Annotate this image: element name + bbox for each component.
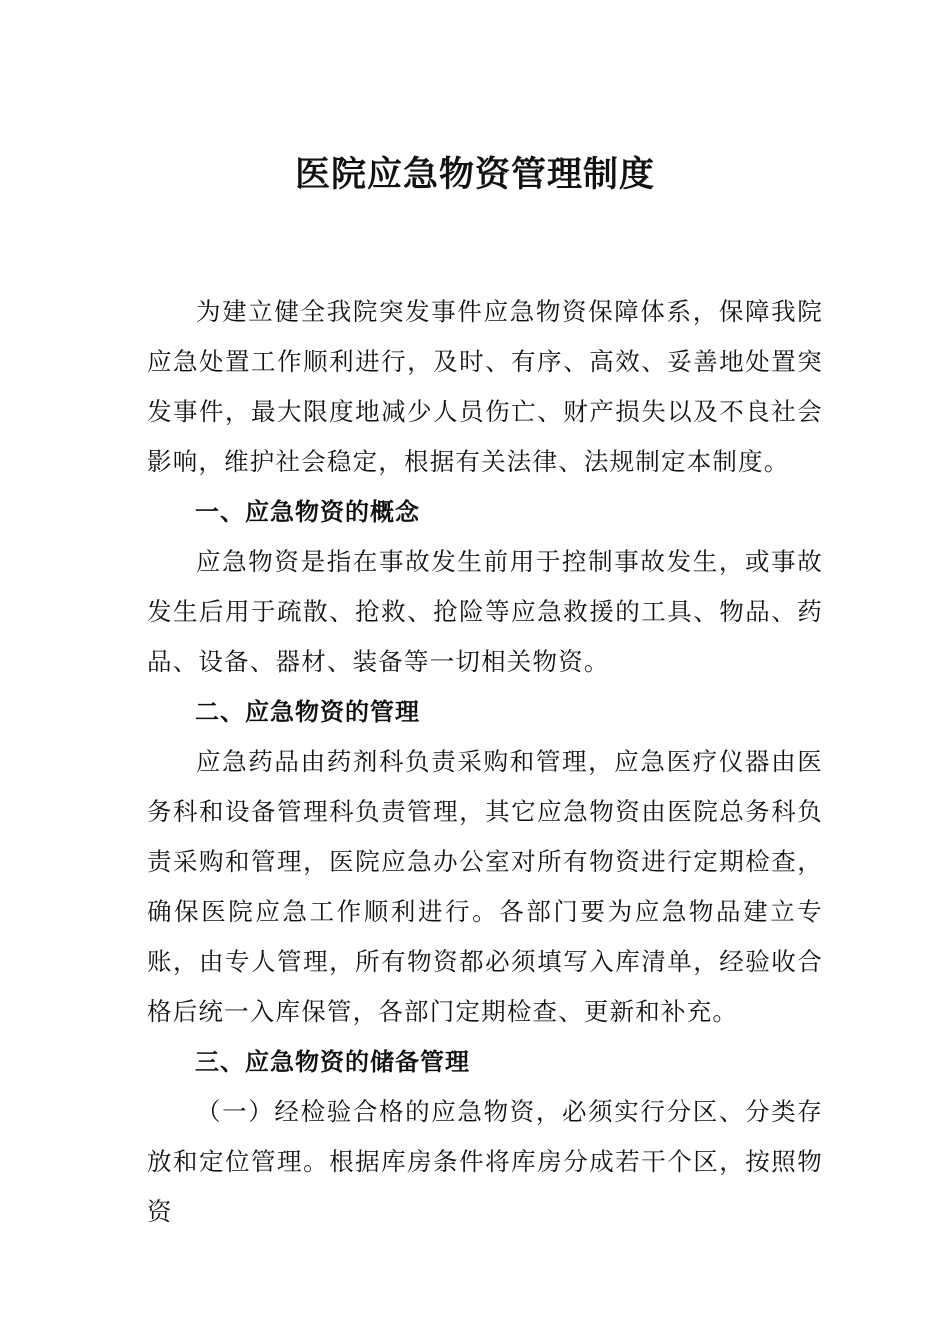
section-paragraph-storage: （一）经检验合格的应急物资，必须实行分区、分类存放和定位管理。根据库房条件将库房分成若干个区，按照物资 (147, 1097, 823, 1226)
document-title: 医院应急物资管理制度 (294, 154, 655, 195)
section-heading-storage: 三、应急物资的储备管理 (195, 1048, 470, 1076)
section-heading-concept: 一、应急物资的概念 (195, 498, 420, 526)
section-heading-management: 二、应急物资的管理 (195, 698, 420, 726)
intro-paragraph: 为建立健全我院突发事件应急物资保障体系，保障我院应急处置工作顺利进行，及时、有序、高效、妥善地处置突发事件，最大限度地减少人员伤亡、财产损失以及不良社会影响，维护社会稳定，根据有关法律、法规制定本制度。 (147, 297, 823, 476)
section-paragraph-concept: 应急物资是指在事故发生前用于控制事故发生，或事故发生后用于疏散、抢救、抢险等应急救援的工具、物品、药品、设备、器材、装备等一切相关物资。 (147, 547, 823, 676)
document-body (147, 287, 823, 1237)
section-paragraph-management: 应急药品由药剂科负责采购和管理，应急医疗仪器由医务科和设备管理科负责管理，其它应急物资由医院总务科负责采购和管理，医院应急办公室对所有物资进行定期检查，确保医院应急工作顺利进行。各部门要为应急物品建立专账，由专人管理，所有物资都必须填写入库清单，经验收合格后统一入库保管，各部门定期检查、更新和补充。 (147, 747, 823, 1026)
